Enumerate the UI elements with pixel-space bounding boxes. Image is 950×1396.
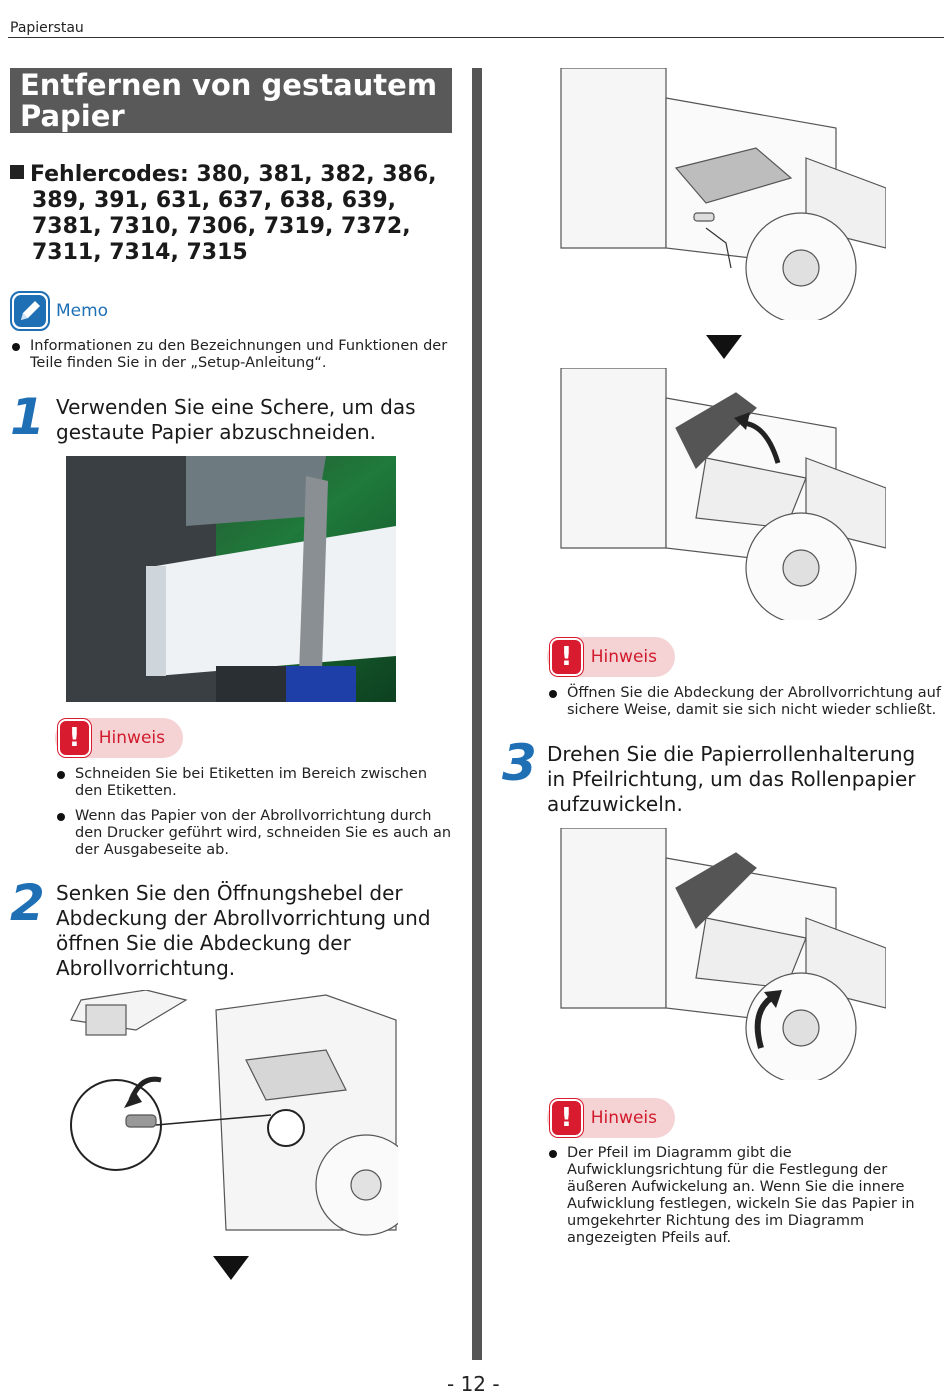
lever-diagram: [66, 990, 398, 1240]
hinweis-badge-3: [547, 1098, 675, 1138]
hinweis-label: Hinweis: [98, 728, 165, 748]
rewind-roll-diagram: [556, 828, 886, 1080]
memo-list: [10, 338, 455, 380]
page-number: - 12 -: [447, 1372, 500, 1396]
step-2-notes: [547, 685, 942, 727]
step-1-text: Verwenden Sie eine Schere, um das gestaute Papier abzuschneiden.: [56, 395, 416, 444]
note-item: Wenn das Papier von der Abrollvorrichtung durch den Drucker geführt wird, schneiden Sie es auch an der Ausgabeseite ab.: [55, 808, 455, 859]
arrow-down-icon: [706, 335, 742, 359]
warning-icon: !: [550, 1099, 583, 1137]
memo-item: Informationen zu den Bezeichnungen und Funktionen der Teile finden Sie in der „Setup-Anleitung“.: [10, 338, 455, 372]
section-label: Papierstau: [10, 20, 84, 36]
error-codes-line3: 7381, 7310, 7306, 7319, 7372,: [32, 214, 411, 239]
page-title-line1: Entfernen von gestautem: [20, 68, 438, 102]
header-rule: [8, 37, 944, 38]
error-codes-heading: [10, 162, 460, 266]
step-3-number: 3: [502, 734, 537, 792]
hinweis-badge-2: [547, 637, 675, 677]
step-2-number: 2: [10, 874, 45, 932]
error-codes-line4: 7311, 7314, 7315: [32, 240, 248, 265]
error-codes-line2: 389, 391, 631, 637, 638, 639,: [32, 188, 396, 213]
arrow-down-icon: [213, 1256, 249, 1280]
hinweis-badge-1: [55, 718, 183, 758]
step-1-notes: [55, 766, 455, 867]
note-item: Öffnen Sie die Abdeckung der Abrollvorrichtung auf sichere Weise, damit sie sich nicht wieder schließt.: [547, 685, 942, 719]
cover-closed-diagram: [556, 68, 886, 320]
memo-pencil-icon: [10, 291, 50, 331]
cover-open-diagram: [556, 368, 886, 620]
step-3-notes: [547, 1145, 946, 1255]
page-title: [10, 68, 452, 133]
error-codes-line1: Fehlercodes: 380, 381, 382, 386,: [30, 162, 437, 187]
step-2-text: Senken Sie den Öffnungshebel der Abdeckung der Abrollvorrichtung und öffnen Sie die Abdeckung der Abrollvorrichtung.: [56, 881, 431, 980]
page-title-line2: Papier: [20, 99, 125, 133]
note-item: Schneiden Sie bei Etiketten im Bereich zwischen den Etiketten.: [55, 766, 455, 800]
warning-icon: !: [58, 719, 91, 757]
column-divider: [472, 68, 482, 1360]
step-3-text: Drehen Sie die Papierrollenhalterung in Pfeilrichtung, um das Rollenpapier aufzuwickeln.: [547, 742, 916, 816]
hinweis-label: Hinweis: [590, 647, 657, 667]
step-1-number: 1: [10, 388, 45, 446]
memo-label: Memo: [56, 301, 109, 321]
scissors-cutting-photo: [66, 456, 396, 702]
warning-icon: !: [550, 638, 583, 676]
note-item: Der Pfeil im Diagramm gibt die Aufwicklungsrichtung für die Festlegung der äußeren Aufwickelung an. Wenn Sie die innere Aufwicklung festlegen, wickeln Sie das Papier in umgekehrter Richtung des im Diagramm angezeigten Pfeils auf.: [547, 1145, 946, 1247]
hinweis-label: Hinweis: [590, 1108, 657, 1128]
square-bullet-icon: [10, 165, 24, 179]
